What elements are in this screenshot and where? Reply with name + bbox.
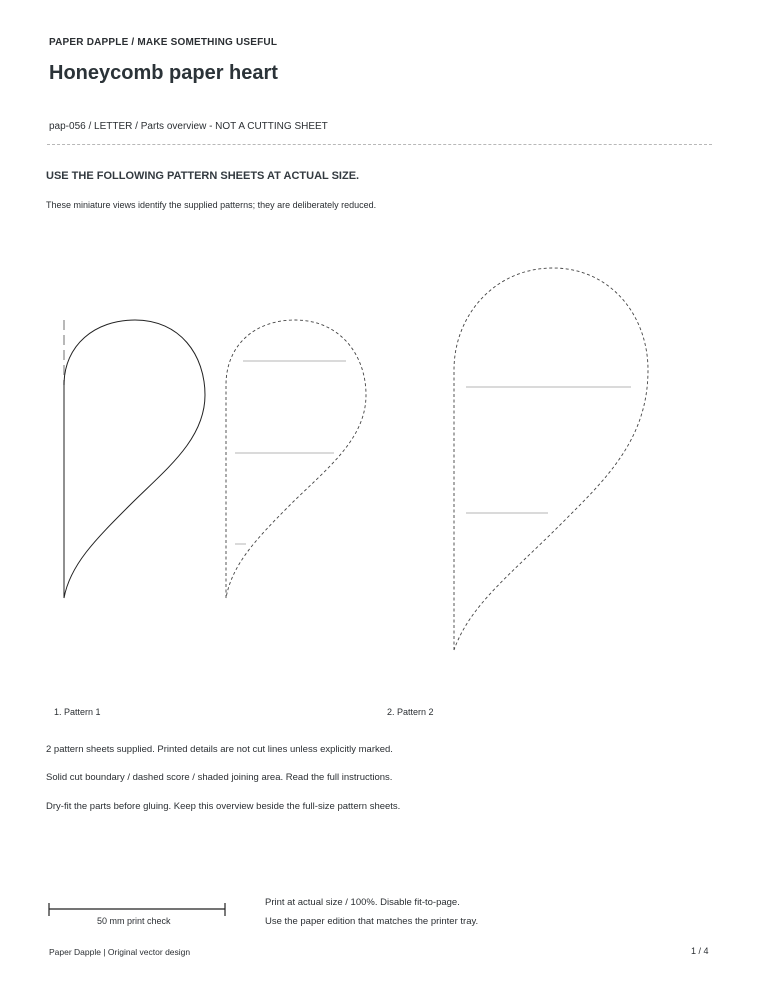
- pattern-1-label: 1. Pattern 1: [54, 707, 101, 717]
- pattern-2-score-outline: [454, 268, 648, 650]
- pattern-2-preview: [454, 268, 648, 650]
- pattern-2-label: 2. Pattern 2: [387, 707, 434, 717]
- print-note-actual-size: Print at actual size / 100%. Disable fit-to-page.: [265, 897, 460, 908]
- brand-breadcrumb: PAPER DAPPLE / MAKE SOMETHING USEFUL: [49, 37, 278, 48]
- footer-credit: Paper Dapple | Original vector design: [49, 947, 191, 957]
- page-title: Honeycomb paper heart: [49, 62, 278, 84]
- print-note-paper: Use the paper edition that matches the printer tray.: [265, 916, 479, 927]
- instructions-heading: USE THE FOLLOWING PATTERN SHEETS AT ACTUAL SIZE.: [46, 170, 360, 182]
- scale-check-label: 50 mm print check: [97, 916, 171, 926]
- pattern-1-score-preview: [226, 320, 366, 598]
- note-sheets: 2 pattern sheets supplied. Printed details are not cut lines unless explicitly marked.: [46, 744, 393, 755]
- document-meta: pap-056 / LETTER / Parts overview - NOT A CUTTING SHEET: [49, 121, 328, 132]
- page-number: 1 / 4: [691, 946, 709, 956]
- pattern-1-score-outline: [226, 320, 366, 598]
- pattern-1-cut-outline: [64, 320, 205, 598]
- note-legend: Solid cut boundary / dashed score / shaded joining area. Read the full instructions.: [46, 772, 393, 783]
- note-dry-fit: Dry-fit the parts before gluing. Keep this overview beside the full-size pattern sheets.: [46, 801, 401, 812]
- instructions-note: These miniature views identify the supplied patterns; they are deliberately reduced.: [46, 200, 377, 210]
- pattern-1-preview: [64, 320, 205, 598]
